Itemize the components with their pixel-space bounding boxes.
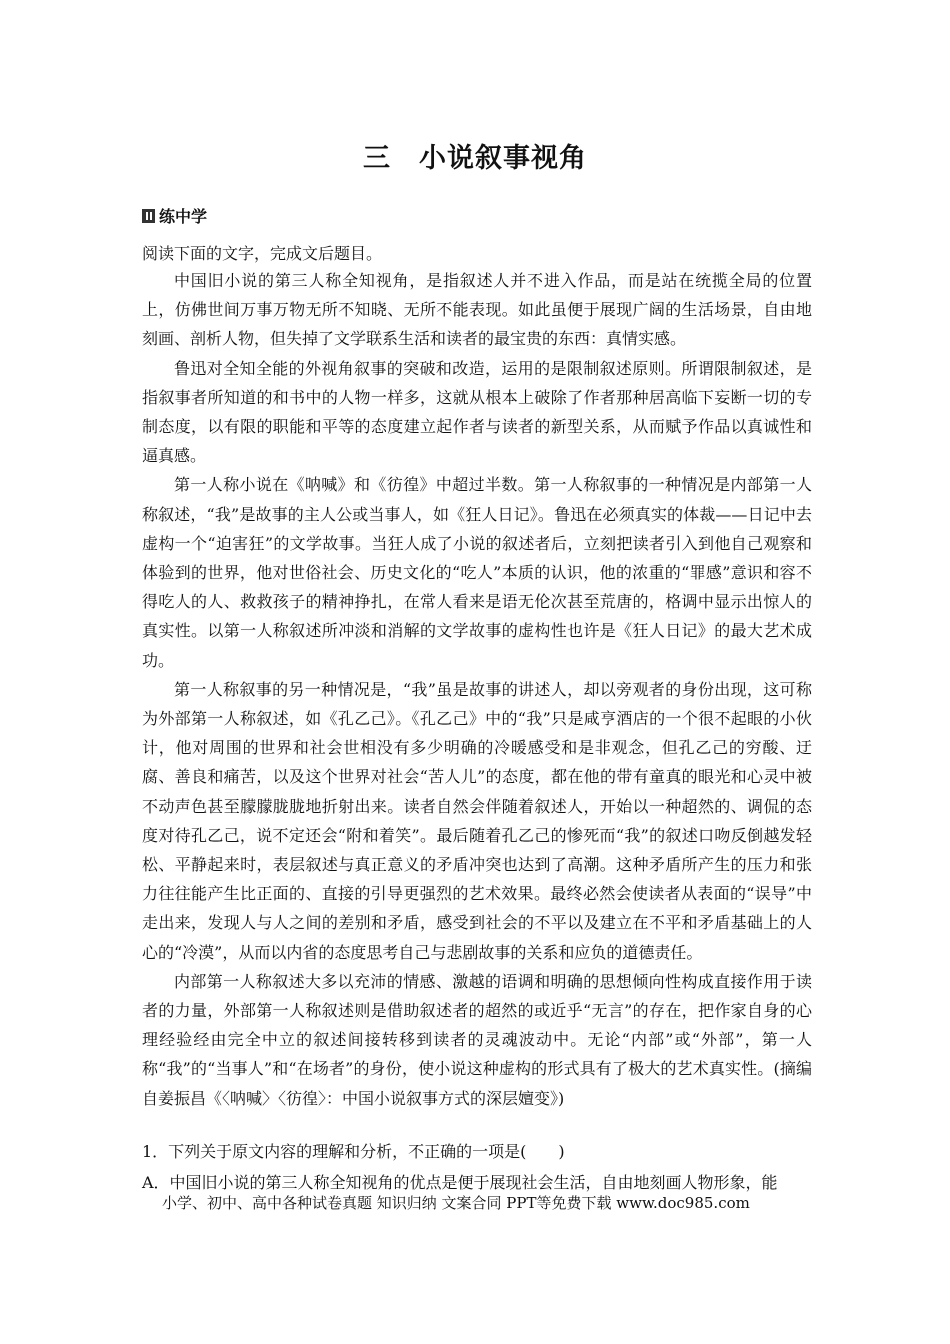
instruction-text: 阅读下面的文字，完成文后题目。 — [142, 244, 383, 263]
pause-icon — [142, 209, 155, 223]
article-body — [142, 266, 812, 1113]
section-heading — [142, 204, 207, 227]
page-title: 三 小说叙事视角 — [363, 143, 587, 174]
paragraph: 内部第一人称叙述大多以充沛的情感、激越的语调和明确的思想倾向性构成直接作用于读者的力量，外部第一人称叙述则是借助叙述者的超然的或近乎“无言”的存在，把作家自身的心理经验经由完全中立的叙述间接转移到读者的灵魂波动中。无论“内部”或“外部”，第一人称“我”的“当事人”和“在场者”的身份，使小说这种虚构的形式具有了极大的艺术真实性。(摘编自姜振昌《〈呐喊〉〈彷徨〉：中国小说叙事方式的深层嬗变》) — [142, 971, 812, 1108]
option-a: A．中国旧小说的第三人称全知视角的优点是便于展现社会生活，自由地刻画人物形象，能 — [142, 1173, 778, 1192]
question-1: 1．下列关于原文内容的理解和分析，不正确的一项是( ) — [142, 1142, 565, 1161]
page-footer: 小学、初中、高中各种试卷真题 知识归纳 文案合同 PPT等免费下载 www.doc985.com — [162, 1194, 750, 1212]
paragraph: 第一人称叙事的另一种情况是，“我”虽是故事的讲述人，却以旁观者的身份出现，这可称为外部第一人称叙述，如《孔乙己》。《孔乙己》中的“我”只是咸亨酒店的一个很不起眼的小伙计，他对周围的世界和社会世相没有多少明确的冷暖感受和是非观念，但孔乙己的穷酸、迂腐、善良和痛苦，以及这个世界对社会“苦人儿”的态度，都在他的带有童真的眼光和心灵中被不动声色甚至朦朦胧胧地折射出来。读者自然会伴随着叙述人，开始以一种超然的、调侃的态度对待孔乙己，说不定还会“附和着笑”。最后随着孔乙己的惨死而“我”的叙述口吻反倒越发轻松、平静起来时，表层叙述与真正意义的矛盾冲突也达到了高潮。这种矛盾所产生的压力和张力往往能产生比正面的、直接的引导更强烈的艺术效果。最终必然会使读者从表面的“误导”中走出来，发现人与人之间的差别和矛盾，感受到社会的不平以及建立在不平和矛盾基础上的人心的“冷漠”，从而以内省的态度思考自己与悲剧故事的关系和应负的道德责任。 — [142, 679, 812, 962]
paragraph: 鲁迅对全知全能的外视角叙事的突破和改造，运用的是限制叙述原则。所谓限制叙述，是指叙事者所知道的和书中的人物一样多，这就从根本上破除了作者那种居高临下妄断一切的专制态度，以有限的职能和平等的态度建立起作者与读者的新型关系，从而赋予作品以真诚性和逼真感。 — [142, 358, 812, 466]
section-label: 练中学 — [159, 207, 208, 226]
paragraph: 第一人称小说在《呐喊》和《彷徨》中超过半数。第一人称叙事的一种情况是内部第一人称叙述，“我”是故事的主人公或当事人，如《狂人日记》。鲁迅在必须真实的体裁——日记中去虚构一个“迫害狂”的文学故事。当狂人成了小说的叙述者后，立刻把读者引入到他自己观察和体验到的世界，他对世俗社会、历史文化的“吃人”本质的认识，他的浓重的“罪感”意识和容不得吃人的人、救救孩子的精神挣扎，在常人看来是语无伦次甚至荒唐的，格调中显示出惊人的真实性。以第一人称叙述所冲淡和消解的文学故事的虚构性也许是《狂人日记》的最大艺术成功。 — [142, 475, 812, 670]
paragraph: 中国旧小说的第三人称全知视角，是指叙述人并不进入作品，而是站在统揽全局的位置上，仿佛世间万事万物无所不知晓、无所不能表现。如此虽便于展现广阔的生活场景，自由地刻画、剖析人物，但失掉了文学联系生活和读者的最宝贵的东西：真情实感。 — [142, 271, 812, 349]
